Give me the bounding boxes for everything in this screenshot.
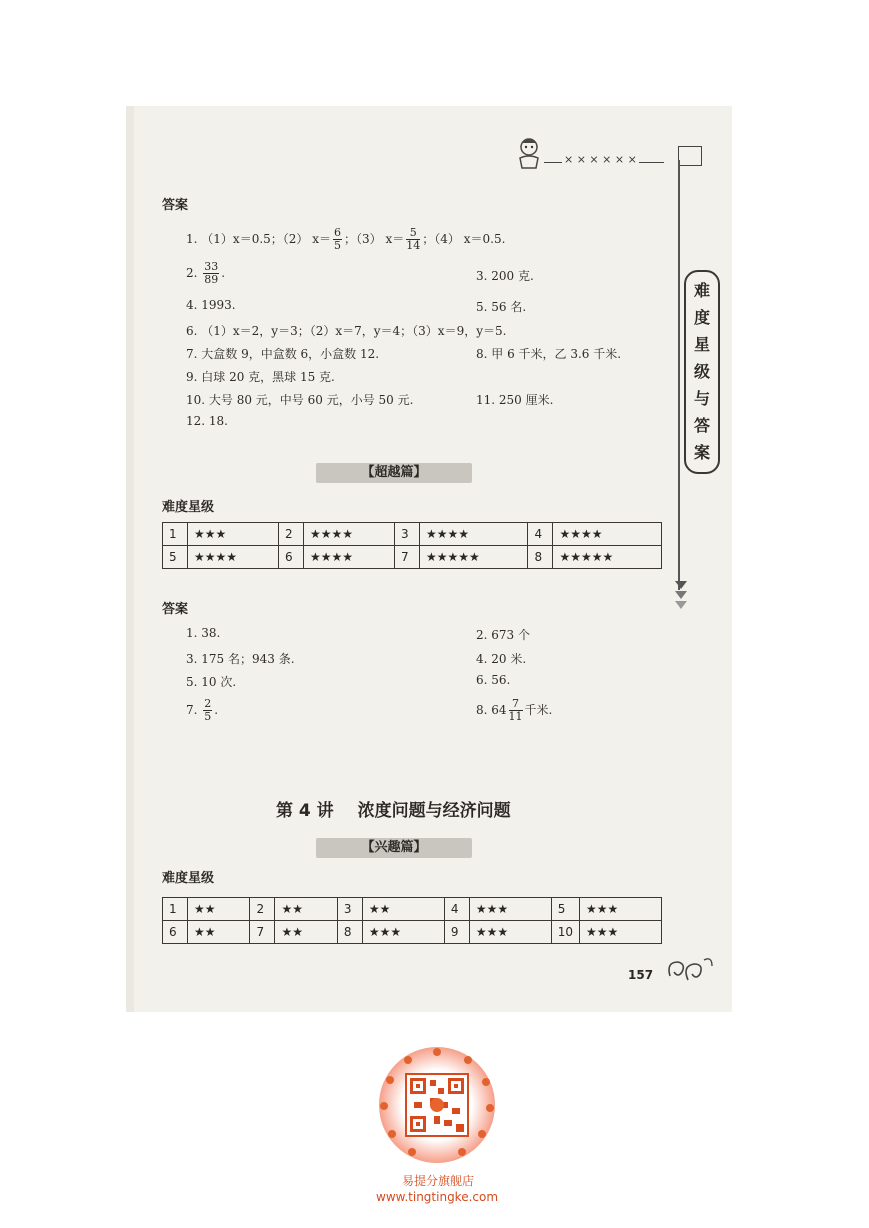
- table-cell-num: 3: [337, 898, 362, 921]
- triangle-arrows-icon: [674, 580, 688, 612]
- table-cell-num: 7: [250, 921, 275, 944]
- table-cell-stars: ★★: [362, 898, 444, 921]
- difficulty-heading: 难度星级: [162, 500, 215, 515]
- table-cell-num: 2: [250, 898, 275, 921]
- answer-1: 1. 38.: [186, 626, 221, 640]
- header-mascot-icon: [510, 134, 548, 172]
- table-cell-stars: ★★★: [469, 921, 551, 944]
- answer-8-num: 8. 64: [476, 703, 507, 717]
- table-cell-num: 9: [444, 921, 469, 944]
- answer-1-x1: x＝0.5；（2）: [232, 232, 309, 246]
- answer-10: 10. 大号 80 元，中号 60 元，小号 50 元.: [186, 393, 414, 407]
- side-tab-char: 答: [693, 416, 710, 435]
- table-cell-num: 4: [528, 523, 553, 546]
- answer-1-x2: x＝: [312, 232, 332, 246]
- lecture-name: 浓度问题与经济问题: [357, 801, 511, 821]
- table-cell-stars: ★★★★★: [553, 546, 662, 569]
- answer-3: 3. 200 克.: [476, 269, 534, 283]
- lecture-title: [276, 796, 511, 821]
- table-cell-num: 1: [163, 523, 188, 546]
- difficulty-table-1: [162, 522, 662, 569]
- fraction-denominator: 5: [334, 239, 342, 252]
- fraction: [203, 261, 219, 286]
- shop-url-link[interactable]: www.tingtingke.com: [376, 1190, 499, 1204]
- fraction: [333, 227, 342, 252]
- fraction-denominator: 11: [508, 710, 523, 723]
- scan-edge: [126, 106, 134, 1012]
- answer-7-tail: .: [214, 703, 219, 717]
- shop-name: 易提分旗舰店: [402, 1174, 475, 1188]
- answer-7: [186, 696, 218, 724]
- lecture-number: 第 4 讲: [276, 801, 334, 821]
- answer-4: 4. 1993.: [186, 298, 236, 312]
- difficulty-table-2: [162, 897, 662, 944]
- table-cell-stars: ★★★: [580, 898, 662, 921]
- side-tab-char: 级: [693, 362, 710, 381]
- side-rule: [678, 160, 680, 590]
- fraction-numerator: 2: [204, 697, 212, 710]
- answer-2: 2. 673 个: [476, 628, 530, 642]
- shop-qr-code-logo: [378, 1046, 496, 1164]
- table-cell-num: 3: [395, 523, 420, 546]
- answer-1: [186, 226, 505, 252]
- section-banner-chaoyue: 【超越篇】: [316, 463, 472, 483]
- answer-1-x3: x＝: [385, 232, 405, 246]
- fraction-numerator: 7: [509, 698, 523, 711]
- answer-2: [186, 260, 225, 286]
- side-tab-char: 度: [693, 308, 710, 327]
- table-cell-stars: ★★: [188, 898, 250, 921]
- table-cell-stars: ★★★: [469, 898, 551, 921]
- answers-heading: 答案: [162, 602, 189, 617]
- side-tab-char: 与: [693, 389, 710, 408]
- section-banner-xingqu: 【兴趣篇】: [316, 838, 472, 858]
- fraction-denominator: 14: [406, 239, 421, 252]
- table-cell-num: 5: [163, 546, 188, 569]
- answer-1-sep: ；（3）: [344, 232, 382, 246]
- table-cell-num: 6: [163, 921, 188, 944]
- table-cell-stars: ★★: [188, 921, 250, 944]
- answer-2-tail: .: [221, 266, 226, 280]
- side-tab-char: 星: [693, 335, 710, 354]
- answer-8: 8. 甲 6 千米，乙 3.6 千米.: [476, 347, 622, 361]
- table-row: [163, 523, 662, 546]
- table-cell-stars: ★★★: [362, 921, 444, 944]
- answer-6: 6. （1）x＝2，y＝3；（2）x＝7，y＝4；（3）x＝9，y＝5.: [186, 324, 507, 338]
- side-tab-char: 案: [693, 443, 710, 462]
- fraction-denominator: 5: [204, 710, 212, 723]
- fraction-numerator: 6: [334, 226, 342, 239]
- header-marks: × × × × × ×: [564, 153, 637, 166]
- answer-2-num: 2.: [186, 266, 198, 280]
- table-row: [163, 921, 662, 944]
- answer-5: 5. 10 次.: [186, 675, 237, 689]
- table-cell-stars: ★★★★: [304, 546, 395, 569]
- answer-1-num: 1.: [186, 232, 198, 246]
- table-cell-num: 7: [395, 546, 420, 569]
- table-cell-num: 2: [279, 523, 304, 546]
- fraction: [509, 698, 523, 723]
- table-cell-num: 10: [551, 921, 579, 944]
- table-cell-stars: ★★★: [188, 523, 279, 546]
- answer-6: 6. 56.: [476, 673, 511, 687]
- page-number: 157: [628, 968, 654, 982]
- answer-11: 11. 250 厘米.: [476, 393, 554, 407]
- table-cell-num: 8: [528, 546, 553, 569]
- answer-5: 5. 56 名.: [476, 300, 527, 314]
- answer-12: 12. 18.: [186, 414, 228, 428]
- answer-7: 7. 大盒数 9，中盒数 6，小盒数 12.: [186, 347, 380, 361]
- fraction: [406, 227, 420, 252]
- table-cell-stars: ★★★★: [304, 523, 395, 546]
- side-tab-char: 难: [693, 281, 710, 300]
- table-cell-num: 4: [444, 898, 469, 921]
- fraction-numerator: 5: [406, 227, 420, 240]
- table-cell-stars: ★★: [275, 898, 337, 921]
- answer-8: [476, 696, 552, 724]
- table-cell-stars: ★★★: [580, 921, 662, 944]
- table-cell-stars: ★★★★: [188, 546, 279, 569]
- header-box-icon: [678, 146, 702, 166]
- answer-3: 3. 175 名；943 条.: [186, 652, 295, 666]
- table-cell-num: 1: [163, 898, 188, 921]
- table-cell-stars: ★★: [275, 921, 337, 944]
- table-cell-stars: ★★★★: [553, 523, 662, 546]
- answer-7-num: 7.: [186, 703, 198, 717]
- fraction-denominator: 89: [204, 273, 219, 286]
- answer-1-sep: ；（4）: [422, 232, 460, 246]
- answer-9: 9. 白球 20 克，黑球 15 克.: [186, 370, 335, 384]
- answer-1-x4: x＝0.5.: [463, 232, 506, 246]
- table-cell-num: 6: [279, 546, 304, 569]
- table-cell-num: 8: [337, 921, 362, 944]
- difficulty-heading: 难度星级: [162, 871, 215, 886]
- swirl-ornament-icon: [664, 952, 716, 988]
- fraction: [203, 698, 212, 723]
- answers-heading: 答案: [162, 198, 189, 213]
- answer-8-tail: 千米.: [524, 703, 553, 717]
- table-cell-stars: ★★★★★: [420, 546, 528, 569]
- table-row: [163, 546, 662, 569]
- fraction-numerator: 33: [204, 260, 219, 273]
- table-cell-stars: ★★★★: [420, 523, 528, 546]
- table-cell-num: 5: [551, 898, 579, 921]
- table-row: [163, 898, 662, 921]
- answer-4: 4. 20 米.: [476, 652, 527, 666]
- answer-1-part: （1）: [201, 232, 233, 246]
